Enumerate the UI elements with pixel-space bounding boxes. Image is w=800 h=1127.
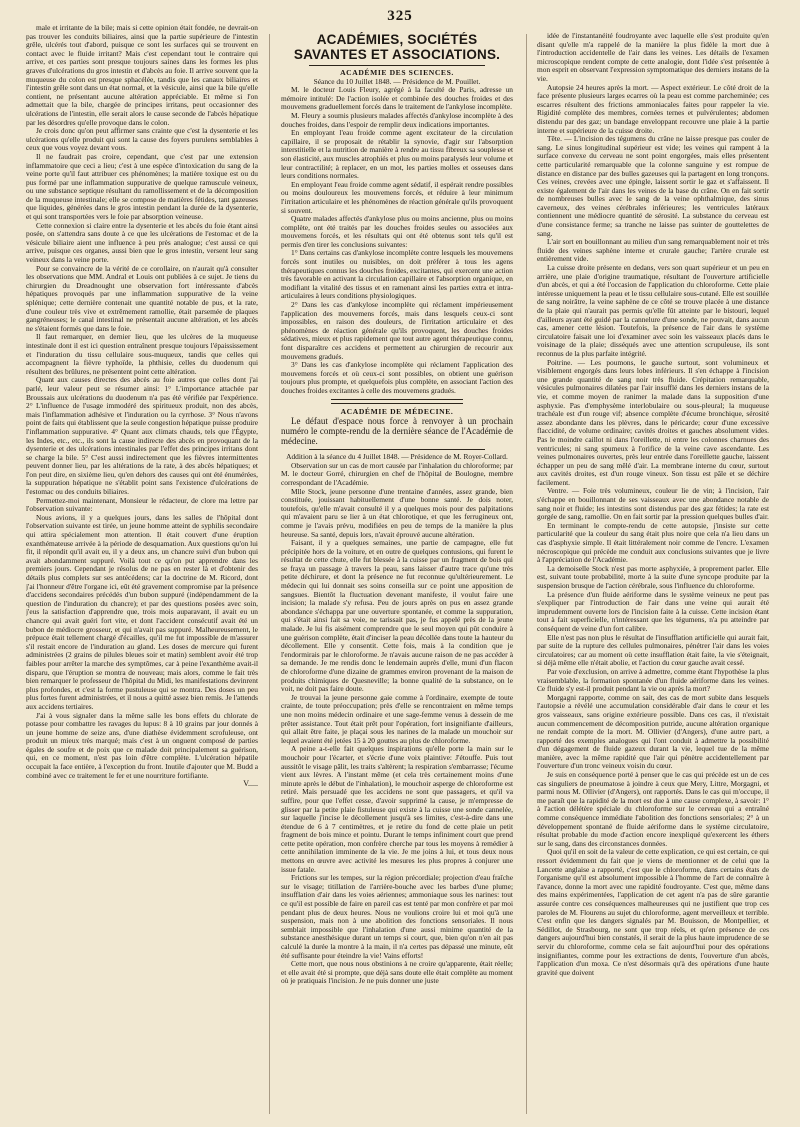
article-paragraph: Par voie d'exclusion, on arrive à admettre, comme étant l'hypothèse la plus vraisemblable, la formation spontanée d'un fluide aériforme dans les veines. Ce fluide s'y est-il produit pendant la vie ou après la mort? (537, 666, 769, 694)
article-paragraph: Quatre malades affectés d'ankylose plus ou moins ancienne, plus ou moins complète, ont été traités par les douches froides seules ou associées aux mouvemens forcés, et les résultats qui ont été obtenus sont tels qu'il est permis d'en tirer les conclusions suivantes: (281, 214, 513, 249)
article-paragraph: Cette mort, que nous nous obstinions à ne croire qu'apparente, était réelle; et elle avait été si prompte, que déjà sans doute elle était complète au moment où je pratiquais l'incision. Je ne puis donner une juste (281, 959, 513, 986)
article-paragraph: A peine a-t-elle fait quelques inspirations qu'elle porte la main sur le mouchoir pour l'écarter, et s'écrie d'une voix plaintive: J'étouffe. Puis tout aussitôt le visage pâlit, les traits s'altèrent; la respiration s'embarrasse; l'écume vient aux lèvres. A l'instant même (et cela très certainement moins d'une minute après le début de l'inhalation), le mouchoir asperge de chloroforme est retiré. Mais persuadé que les accidens ne sont que passagers, et qu'il va suffire, pour que l'effet cesse, d'avoir supprimé la cause, je m'empresse de glisser par la petite plaie fistuleuse qui existe à la cuisse une sonde cannelée, sur laquelle j'incise le décollement jusqu'à ses limites, c'est-à-dire dans une étendue de 6 à 7 centimètres, et je retire du fond de cette plaie un petit fragment de bois mince et pointu. Durant le temps infiniment court que prend cette petite opération, mon confrère cherche par tous les moyens à remédier à cette annihilation imminente de la vie. Je me joins à lui, et tous deux nous mettons en œuvre avec activité les mesures les plus propres à conjurer une issue fatale. (281, 744, 513, 874)
article-paragraph: M. le docteur Louis Fleury, agrégé à la faculté de Paris, adresse un mémoire intitulé: De l'action isolée et combinée des douches froides et des mouvemens graduellement forcés dans le traitement de l'ankylose incomplète. (281, 85, 513, 112)
article-paragraph: L'air sort en bouillonnant au milieu d'un sang remarquablement noir et très fluide des veines saphène interne et crurale gauche; l'artère crurale est entièrement vide. (537, 237, 769, 264)
article-paragraph: Faisant, il y a quelques semaines, une partie de campagne, elle fut précipitée hors de la voiture, et en outre de quelques contusions, qui furent le résultat de cette chute, elle fut blessée à la cuisse par un fragment de bois qui se fraya un passage à travers la peau, sans laisser d'autre trace qu'une très petite déchirure, et dont la présence ne fut reconnue qu'ultérieurement. Le médecin qui lui donnait ses soins conseilla sur ce point une apposition de sangsues. Bientôt la fluctuation devenant manifeste, il voulut faire une incision; la malade s'y refusa. Peu de jours après on pus en assez grande abondance s'échappa par une ouverture spontanée, et comme la suppuration, qui s'était ainsi fait sa voie, ne tarissait pas, je fus appelé près de la jeune malade. Je lui fis aisément comprendre que le seul moyen qui pût conduire à une guérison complète, était d'inciser la peau décollée dans toute la hauteur du décollement. Elle y consentit. Cette fois, mais à la condition que je l'endormirais par le chloroforme. Je n'avais aucune raison de ne pas accéder à sa demande. Je me rendis donc le lendemain auprès d'elle, muni d'un flacon de chloroforme d'une dizaine de grammes environ provenant de la maison de produits chimiques de Quesneville; la bonne qualité de la substance, on le voit, ne doit pas faire doute. (281, 538, 513, 694)
article-paragraph: M. Fleury a soumis plusieurs malades affectés d'ankylose incomplète à des douches froides, dans l'espoir de remplir deux indications importantes. (281, 110, 513, 129)
article-paragraph: J'ai à vous signaler dans la même salle les bons effets du chlorate de potasse pour combattre les ravages du lupus: 8 à 10 grains par jour donnés à un jeune homme de seize ans, d'une diathèse évidemment scrofuleuse, ont produit un mieux très marqué; mais c'est à un onguent composé de parties égales de soufre et de poix que ce malade doit principalement sa guérison, qui, en ce moment, n'est pas loin d'être complète. L'ulcération hépatile occupait la face entière, à l'exception du front. Inutile d'ajouter que M. Budd a combiné avec ce traitement le fer et une nourriture fortifiante. (26, 710, 258, 780)
article-paragraph: La présence d'un fluide aériforme dans le système veineux ne peut pas s'expliquer par l'introduction de l'air dans une veine qui aurait été imprudemment ouverte lors de l'incision faite à la cuisse. Cette incision étant tout à fait superficielle, n'intéressant que les tégumens, n'a pu atteindre par conséquent de veine d'un fort calibre. (537, 589, 769, 633)
right-column (537, 32, 769, 1117)
article-paragraph: Permettez-moi maintenant, Monsieur le rédacteur, de clore ma lettre par l'observation suivante: (26, 495, 258, 514)
article-paragraph: Cette connexion si claire entre la dysenterie et les abcès du foie étant ainsi posée, on s'attendra sans doute à ce que les ulcérations de l'estomac et de la vésicule biliaire aient une influence à peu près analogue; c'est aussi ce qui arrive, puisque ces organes, aussi bien que le gros intestin, versent leur sang veineux dans la veine porte. (26, 220, 258, 265)
column-separator (526, 34, 527, 1114)
article-paragraph: male et irritante de la bile; mais si cette opinion était fondée, ne devrait-on pas trouver les conduits biliaires, ainsi que la partie supérieure de l'intestin grêle, ulcérés tout d'abord, puisque ce sont les surfaces qui se trouvent en contact avec le fluide irritant? Mais c'est cependant tout le contraire qui arrive, et ces parties sont presque toujours saines dans les formes les plus graves d'ulcérations du gros intestin et d'abcès au foie. Il arrive souvent que la muqueuse du colon est presque sphacélée, tandis que les canaux biliaires et l'intestin grêle sont dans un état normal, et la vésicule, ainsi que la bile qu'elle contient, ne présentant aucune altération appréciable. Et même si l'on admettait que la bile, chargée de principes irritans, peut occasionner des ulcérations de l'intestin, elle serait alors le cause seconde de l'abcès hépatique par les désordres qu'elle provoque dans le colon. (26, 24, 258, 127)
article-paragraph: Je suis en conséquence porté à penser que le cas qui précède est un de ces cas singuliers de pneumatose à joindre à ceux que Mery, Littre, Morgagni, et parmi nous M. Ollivier (d'Angers), ont rapportés. Dans le cas qui m'occupe, il me paraît que la rapidité de la mort est due à une cause complexe, à savoir: 1° à l'action délétère spéciale du chloroforme sur le cerveau qui a entraîné comme conséquence immédiate l'abolition des fonctions sensoriales; 2° à un développement spontané de fluide aériforme dans le système circulatoire, résultat probable du mode d'action encore inexpliqué qu'exercent les éthers sur le sang, dans des circonstances données. (537, 770, 769, 848)
article-paragraph: Je crois donc qu'on peut affirmer sans crainte que c'est la dysenterie et les ulcérations qu'elle produit qui sont la cause des foyers purulens semblables à ceux que vous voyez devant vous. (26, 126, 258, 153)
article-paragraph: En terminant le compte-rendu de cette autopsie, j'insiste sur cette particularité que la couleur du sang était plus noire que cela n'a lieu dans un cas d'asphyxie simple. Il était littéralement noir comme de l'encre. L'examen nécroscopique qui précède me conduit aux conclusions suivantes que je livre à l'appréciation de l'Académie. (537, 520, 769, 565)
article-paragraph: idée de l'instantanéité foudroyante avec laquelle elle s'est produite qu'en disant qu'elle m'a rappelé de la manière la plus fidèle la mort due à l'introduction accidentelle de l'air dans les veines. Les détails de l'examen microscopique rendent compte de cette analogie, dont l'idée s'est présentée à mon esprit en observant l'expression symptomatique des derniers instans de la vie. (537, 32, 769, 83)
article-paragraph: En employant l'eau froide comme agent excitateur de la circulation capillaire, il se proposait de rétablir la synovie, d'agir sur l'absorption interstitielle et la nutrition de manière à rendre au tissu fibreux sa souplesse et son élasticité, aux muscles atrophiés et plus ou moins paralysés leur volume et leur contractilité; à replacer, en un mot, les parties molles et osseuses dans leurs conditions normales. (281, 128, 513, 181)
author-signature: V..... (243, 779, 258, 789)
academy-sciences-title: ACADÉMIE DES SCIENCES. (340, 68, 454, 77)
article-paragraph: Il ne faudrait pas croire, cependant, que c'est par une extension inflammatoire que ceci a lieu; c'est à une espèce d'intoxication du sang de la veine porte qu'il faut attribuer ces phénomènes; la matière toxique est ou du pus formé par une inflammation suppurative de quelque ramuscule veineux, ou une substance septique résultant du ramollissement et de la décomposition de la muqueuse intestinale; elle se compose de matières fétides, tant gazeuses que liquides, générées dans le gros intestin pendant la durée de la dysenterie, et qui sont transportées vers le foie par absorption veineuse. (26, 151, 258, 222)
article-paragraph: Observation sur un cas de mort causée par l'inhalation du chloroforme; par M. le docteur Gorré, chirurgien en chef de l'hôpital de Boulogne, membre correspondant de l'Académie. (281, 460, 513, 487)
section-heading: ACADÉMIES, SOCIÉTÉS SAVANTES ET ASSOCIATIONS. (293, 32, 501, 62)
session-line: Séance du 10 Juillet 1848. — Présidence de M. Pouillet. (313, 76, 481, 86)
article-paragraph: 1° Dans certains cas d'ankylose incomplète contre lesquels les mouvemens forcés sont inutiles ou nuisibles, on doit préférer à tous les agens thérapeutiques connus les douches froides, excitantes, qui exercent une action très favorable en activant la circulation capillaire et l'absorption organique, en modifiant la vitalité des tissus et en ramenant ainsi les parties extra et intra-articulaires à leurs conditions physiologiques. (281, 248, 513, 301)
article-paragraph: En employant l'eau froide comme agent sédatif, il espérait rendre possibles ou moins douloureux les mouvemens forcés, et réduire à leur minimum l'irritation articulaire et les phénomènes de réaction générale qu'ils provoquent si souvent. (281, 179, 513, 215)
lead-notice: Le défaut d'espace nous force à renvoyer à un prochain numéro le compte-rendu de la dernière séance de l'Académie de médecine. (281, 416, 513, 447)
article-paragraph: La demoiselle Stock n'est pas morte asphyxiée, à proprement parler. Elle est, suivant toute probabilité, morte à la suite d'une syncope produite par la suspension brusque de l'action cérébrale, sous l'influence du chloroforme. (537, 563, 769, 590)
article-paragraph: 3° Dans les cas d'ankylose incomplète qui réclament l'application des mouvemens forcés et où ceux-ci sont possibles, on obtient une guérison toujours plus prompte, et quelquefois plus complète, en associant l'action des douches froides excitantes à celle des mouvemens gradués. (281, 360, 513, 395)
column-separator (269, 34, 270, 1114)
academy-medicine-title: ACADÉMIE DE MÉDECINE. (340, 406, 454, 416)
article-paragraph: Poitrine. — Les poumons, le gauche surtout, sont volumineux et visiblement engorgés dans leurs lobes inférieurs. Il s'en échappe à l'incision une grande quantité de sang noir très fluide. Crépitation remarquable, vésicules pulmonaires dilatées par l'air insufflé dans les derniers instans de la vie, et comme moyen de ranimer la malade dans la supposition d'une asphyxie. Pas d'emphysème interlobulaire ou sous-pleural; la muqueuse trachéale est d'un rouge vif; absence complète d'écume bronchique, sérosité assez abondante dans les plèvres, dans le péricarde; cœur d'une excessive flaccidité, de volume ordinaire; cavités droites et gauches absolument vides. Pas le moindre caillot ni dans l'oreillette, ni entre les colonnes charnues des ventricules; ni sang spumeux à l'orifice de la veine cave ascendante. Les veines pulmonaires ouvertes, près leur entrée dans l'oreillette gauche, laissent échapper un peu de sang mêlé d'air. La membrane interne du cœur, surtout aux cavités droites, est d'un rouge vineux. Son tissu est pâle et se déchire facilement. (537, 357, 769, 487)
article-paragraph: Quoi qu'il en soit de la valeur de cette explication, ce qui est certain, ce qui ressort évidemment du fait que je viens de mentionner et de celui que la Lancette anglaise a rapporté, c'est que le chloroforme, dans certains états de l'organisme qu'il est absolument impossible à l'homme de l'art de connaître à l'avance, donne la mort avec une rapidité foudroyante. C'est que, même dans des mains expérimentées, l'application de cet agent n'a pas de sûre garantie assurée contre ces conséquences malheureuses qui ne justifient que trop ces paroles de M. Flourens au sujet du chloroforme, agent merveilleux et terrible. C'est enfin que les dangers signalés par M. Bouisson, de Montpellier, et Sédillot, de Strasbourg, ne sont que trop réels, et qu'en présence de ces dangers aujourd'hui bien constatés, il serait de la plus haute imprudence de se servir du chloroforme, comme cela se fait aujourd'hui pour des opérations insignifiantes, comme pour les extractions de dents, l'ouverture d'un abcès, l'application d'un moxa. Ce n'est désormais qu'à des opérations d'une haute gravité que doivent (537, 847, 769, 977)
article-paragraph: Elle n'est pas non plus le résultat de l'insufflation artificielle qui aurait fait, par suite de la rupture des cellules pulmonaires, pénétrer l'air dans les voies circulatoires; car au moment où cette insufflation était faite, la vie s'éteignait, si déjà même elle n'était abolie, et l'action du cœur gauche avait cessé. (537, 632, 769, 668)
heading-rule (309, 65, 485, 66)
article-paragraph: Quant aux causes directes des abcès au foie autres que celles dont j'ai parlé, leur valeur peut se résumer ainsi: 1° L'importance attachée par Broussais aux ulcérations du duodenum n'a pas été vérifiée par l'expérience. 2° L'influence de l'usage immodéré des spiritueux produit, non des abcès, mais l'inflammation adhésive et l'induration ou la cyrrhose. 3° Nous n'avons point de faits qui établissent que la seule congestion hépatique puisse produire l'inflammation suppurative. 4° Quant aux climats chauds, tels que l'Égypte, les Indes, etc., etc., ils sont la cause indirecte des abcès en provoquant de la dysenterie et des ulcérations intestinales par l'effet des principes irritans dont se charge la bile. 5° C'est aussi indirectement que les fièvres intermittentes peuvent donner lieu, par les altérations de la rate, à des abcès hépatiques; et l'on peut dire, en sixième lieu, qu'en dehors des causes qui ont été énumérées, la suppuration hépatique ne s'établit point sans l'existence d'ulcérations de l'estomac ou des conduits biliaires. (26, 375, 258, 497)
article-paragraph: Pour se convaincre de la vérité de ce corollaire, on n'aurait qu'à consulter les observations que MM. Andral et Louis ont publiées à ce sujet. Je tiens du chirurgien du Dreadnought une observation fort intéressante d'abcès hépatiques provoqués par une inflammation suppurative de la veine splénique; cette dernière contenait une quantité notable de pus, et la rate, d'une couleur très vive et extrêmement ramollie, était parsemée de plaques gangréneuses; le canal intestinal ne présentait aucune altération, et les abcès ne s'étaient formés que dans le foie. (26, 263, 258, 333)
section-divider (309, 449, 485, 450)
article-paragraph: Frictions sur les tempes, sur la région précordiale; projection d'eau fraîche sur le visage; titillation de l'arrière-bouche avec les barbes d'une plume; insufflation d'air dans les voies aériennes; ammoniaque sous les narines: tout ce qu'il est possible de faire en pareil cas est tenté par mon confrère et par moi pendant plus de deux heures. Nous ne voulions croire lui et moi qu'à une suspension, mais non à une abolition des fonctions sensoriales. Il nous semblait impossible que l'inhalation d'une aussi minime quantité de la substance anesthésique durant un temps si court, que, bien qu'on n'en ait pas calculé la durée la montre à la main, il n'a certes pas dépassé une minute, eût été suffisante pour éteindre la vie! Vains efforts! (281, 873, 513, 960)
session-line: Addition à la séance du 4 Juillet 1848. — Présidence de M. Royer-Collard. (286, 452, 508, 462)
article-paragraph: Ventre. — Foie très volumineux, couleur lie de vin; à l'incision, l'air s'échappe en bouillonnant de ses vaisseaux avec une abondance notable de sang noir et fluide; les intestins sont distendus par des gaz fétides; la rate est gorgée de sang, ramollie. On en fait sortir par la pression quelques bulles d'air. (537, 486, 769, 522)
article-paragraph: Je trouvai la jeune personne gaie comme à l'ordinaire, exempte de toute crainte, de toute préoccupation; près d'elle se rencontraient en même temps une non moins médecin ordinaire et une sage-femme venus à dessein de me prêter assistance. Tout était prêt pour l'opération, fort insignifiante d'ailleurs, qui allait être faite, je plaçai sous les narines de la malade un mouchoir sur lequel avaient été jetées 15 à 20 gouttes au plus de chloroforme. (281, 692, 513, 745)
page-number: 325 (387, 8, 413, 24)
article-paragraph: Mlle Stock, jeune personne d'une trentaine d'années, assez grande, bien constituée, jouissant habituellement d'une bonne santé. Je dois noter, toutefois, qu'elle m'avait consulté il y a quelques mois pour des palpitations qui m'avaient paru se lier à un état chlorotique, et que les ferrugineux ont, comme je l'avais prévu, modifiées en peu de temps de la manière la plus heureuse. Sa santé, depuis lors, n'avait éprouvé aucune altération. (281, 486, 513, 539)
article-paragraph: Il faut remarquer, en dernier lieu, que les ulcères de la muqueuse intestinale dont il est ici question entraînent presque toujours l'épaississement et l'induration du tissu cellulaire sous-muqueux, tandis que celles qui accompagnent la fièvre typhoïde, la phthisie, celles du duodenum qui résultent des brûlures, ne présentent point cette altération. (26, 332, 258, 376)
section-divider (331, 399, 463, 404)
article-paragraph: Tête. — L'incision des tégumens du crâne ne laisse presque pas couler de sang. Le sinus longitudinal supérieur est vide; les veines qui rampent à la surface convexe du cerveau ne sont point engorgées, mais elles présentent cette particularité remarquable que la colonne sanguine y est rompue de distance en distance par des bulles gazeuses qui la partagent en long tronçons. Ces veines, crevées avec une épingle, laissent sortir le gaz et s'affaissent. Il existe également de l'air dans les veines de la base du crâne. On en fait sortir de nombreuses bulles avec le sang de la veine ophthalmique, des sinus caverneux, des veines cérébrales inférieures; les ventricules latéraux contiennent une médiocre quantité de sérosité. La substance du cerveau est d'une consistance ferme; sa tranche ne laisse pas suinter de gouttelettes de sang. (537, 134, 769, 238)
middle-column (281, 32, 513, 1117)
article-paragraph: Autopsie 24 heures après la mort. — Aspect extérieur. Le côté droit de la face présente plusieurs larges ecarres où la peau est comme parcheminée; ces escarres résultent des frictions ammoniacales faites pour rappeler la vie. Rigidité complète des membres, cornées ternes et pulvérulentes; abdomen distendu par des gaz; un bandage enveloppant recouvre une plaie à la partie interne et supérieure de la cuisse droite. (537, 82, 769, 135)
article-paragraph: Nous avions, il y a quelques jours, dans les salles de l'hôpital dont l'observation suivante est tirée, un jeune homme atteint de syphilis secondaire qui attira spécialement mon attention. Il était couvert d'une éruption exanthémateuse arrivée à la période de desquamation. Aux questions qu'on lui fit, il répondit qu'il avait eu, il y a deux ans, un chancre suivi d'un bubon qui avait abondamment suppuré. Voilà tout ce qu'on put apprendre dans les premiers jours. Cependant je résolus de ne pas en rester là et d'obtenir des détails plus complets sur ses antécédens; car la doctrine de M. Ricord, dont j'ai l'honneur d'être l'organe ici, eût été gravement compromise par la présence d'accidens secondaires précédés d'un bubon suppuré (indépendamment de la question de l'induration du chancre); et par des questions posées avec soin, j'eus la satisfaction d'apprendre que, trois mois auparavant, il avait eu un chancre qui avait guéri fort vite, et dont l'accident consécutif avait été un bubon de médiocre grosseur, et qui n'avait pas suppuré. Malheureusement, le prépuce était tellement chargé d'écailles, qu'il me fut impossible de m'assurer s'il restait encore de l'induration au gland. Les doses de mercure qui furent administrées (2 grains de pilules bleues soir et matin) semblent avoir été trop faibles pour arrêter la marche des symptômes, car à peine l'exanthème avait-il disparu, que l'éruption se montra de nouveau; mais alors, comme le fait très bien remarquer le professeur de l'hôpital du Midi, les manifestations devinrent plus profondes, et c'est la forme pustuleuse qui se montra. Des doses un peu plus fortes furent administrées, et il nous a quitté assez bien remis. Je l'attends aux accidens tertiaires. (26, 512, 258, 711)
article-paragraph: Morgagni rapporte, comme on sait, des cas de mort subite dans lesquels l'autopsie a révélé une accumulation considérable d'air dans le cœur et les gros vaisseaux, sans origine extérieure possible. Dans ces cas, il n'existait aucun commencement de décomposition putride, aucune altération organique ne rendait compte de la mort. M. Ollivier (d'Angers), d'une autre part, a rapporté des exemples analogues qui l'ont conduit à admettre la possibilité d'un dégagement de fluide gazeux durant la vie, lequel tue de la même manière, avec la même rapidité que l'air qui pénètre accidentellement par l'ouverture d'un tronc veineux voisin du cœur. (537, 692, 769, 771)
left-column (26, 24, 258, 1117)
article-paragraph: 2° Dans les cas d'ankylose incomplète qui réclament impérieusement l'application des mouvemens forcés, mais dans lesquels ceux-ci sont impossibles, en raison des douleurs, de l'irritation articulaire et des phénomènes de réaction générale qu'ils provoquent, les douches froides sédatives, mieux et plus rapidement que tout autre agent thérapeutique connu, font disparaître ces accidens et permettent au chirurgien de recourir aux mouvemens gradués. (281, 300, 513, 361)
article-paragraph: La cuisse droite présente en dedans, vers son quart supérieur et un peu en arrière, une plaie d'origine traumatique, résultant de l'ouverture artificielle d'un abcès, et qui a été l'occasion de l'application du chloroforme. Cette plaie intéresse uniquement la peau et le tissu cellulaire sous-cutané. Elle est souillée de sang noirâtre, la veine saphène de ce côté se trouve placée à une distance de la plaie qui n'aurait pas permis qu'elle fût atteinte par le bistouri, lequel d'ailleurs ayant été guidé par la cannelure d'une sonde, ne pouvait, dans aucun cas, amener cette lésion. Toutefois, la présence de l'air dans le système circulatoire faisait une loi d'examiner avec soin les vaisseaux placés dans le voisinage de la plaie; disséqués avec une attention scrupuleuse, ils sont reconnus de la plus parfaite intégrité. (537, 263, 769, 358)
